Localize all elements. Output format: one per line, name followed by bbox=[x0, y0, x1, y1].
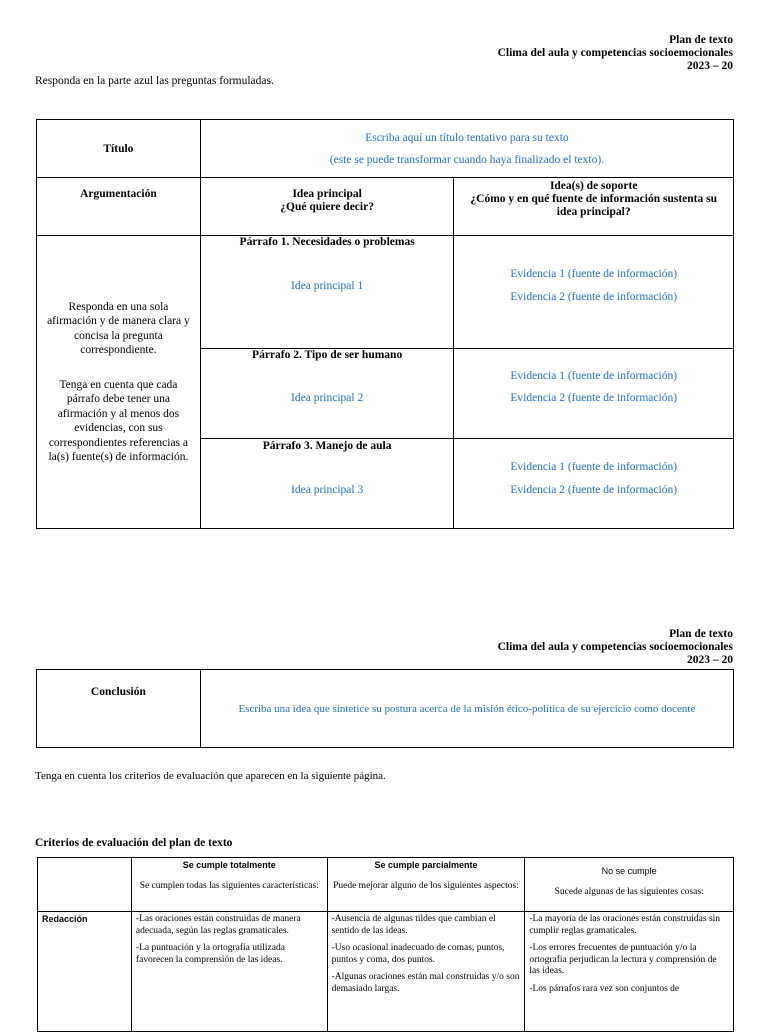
redaccion-col2-item: -Algunas oraciones están mal construidas y/o son demasiado largas. bbox=[331, 972, 520, 994]
redaccion-col2-item: -Uso ocasional inadecuado de comas, puntos, puntos y coma, dos puntos. bbox=[331, 943, 505, 965]
col1-sub: Se cumplen todas las siguientes características: bbox=[139, 880, 319, 891]
intro-text: Responda en la parte azul las preguntas formuladas. bbox=[35, 75, 274, 87]
paragraph-1-idea-cell[interactable] bbox=[200, 236, 454, 349]
col1-head: Se cumple totalmente bbox=[182, 860, 276, 870]
header-subtitle: Clima del aula y competencias socioemocionales bbox=[497, 47, 733, 59]
paragraph-2-title: Párrafo 2. Tipo de ser humano bbox=[252, 349, 403, 361]
paragraph-3-evidence-1: Evidencia 1 (fuente de información) bbox=[510, 461, 678, 473]
paragraph-1-idea: Idea principal 1 bbox=[291, 280, 364, 292]
argumentacion-label: Argumentación bbox=[37, 178, 201, 236]
redaccion-col3-item: -Los errores frecuentes de puntuación y/o la ortografía perjudican la lectura y comprensión de las ideas. bbox=[529, 943, 717, 976]
criteria-col1-header bbox=[131, 858, 327, 912]
redaccion-col1 bbox=[131, 912, 327, 1032]
titulo-input-area[interactable] bbox=[200, 120, 733, 178]
header-2-period: 2023 – 20 bbox=[687, 654, 733, 666]
col-idea-header bbox=[200, 178, 454, 236]
criteria-title: Criterios de evaluación del plan de texto bbox=[35, 837, 233, 849]
conclusion-hint: Escriba una idea que sintetice su postura acerca de la misión ético-política de su ejercicio como docente bbox=[238, 702, 696, 715]
conclusion-table bbox=[36, 669, 734, 748]
paragraph-3-idea: Idea principal 3 bbox=[291, 484, 364, 496]
criteria-col2-header bbox=[327, 858, 525, 912]
page-2-header bbox=[498, 628, 733, 667]
paragraph-2-evidence-cell[interactable] bbox=[454, 349, 734, 439]
paragraph-1-evidence-cell[interactable] bbox=[454, 236, 734, 349]
col-soporte-header bbox=[454, 178, 734, 236]
titulo-label: Título bbox=[37, 120, 201, 178]
conclusion-input-area[interactable] bbox=[200, 670, 733, 748]
header-2-subtitle: Clima del aula y competencias socioemocionales bbox=[497, 641, 733, 653]
paragraph-2-idea: Idea principal 2 bbox=[291, 392, 364, 404]
redaccion-col3-item: -La mayoría de las oraciones están construidas sin cumplir reglas gramaticales. bbox=[529, 914, 721, 936]
criteria-col3-header bbox=[525, 858, 734, 912]
col-idea-question: ¿Qué quiere decir? bbox=[280, 201, 374, 213]
titulo-hint-2: (este se puede transformar cuando haya finalizado el texto). bbox=[329, 154, 605, 166]
paragraph-3-idea-cell[interactable] bbox=[200, 439, 454, 529]
paragraph-3-evidence-cell[interactable] bbox=[454, 439, 734, 529]
redaccion-col2 bbox=[327, 912, 525, 1032]
col-soporte-question: ¿Cómo y en qué fuente de información sustenta su idea principal? bbox=[470, 193, 718, 218]
redaccion-col1-item: -La puntuación y la ortografía utilizada favorecen la comprensión de las ideas. bbox=[135, 943, 285, 965]
paragraph-2-idea-cell[interactable] bbox=[200, 349, 454, 439]
header-2-title: Plan de texto bbox=[669, 628, 733, 640]
conclusion-label: Conclusión bbox=[37, 670, 201, 748]
col2-sub: Puede mejorar alguno de los siguientes aspectos: bbox=[333, 880, 519, 891]
redaccion-col3 bbox=[525, 912, 734, 1032]
plan-table bbox=[36, 119, 734, 529]
row-redaccion-label: Redacción bbox=[38, 912, 132, 1032]
criteria-corner-cell bbox=[38, 858, 132, 912]
col-soporte-title: Idea(s) de soporte bbox=[549, 180, 638, 192]
paragraph-2-evidence-1: Evidencia 1 (fuente de información) bbox=[510, 370, 678, 382]
col-idea-title: Idea principal bbox=[292, 188, 362, 200]
header-period: 2023 – 20 bbox=[687, 60, 733, 72]
paragraph-1-evidence-2: Evidencia 2 (fuente de información) bbox=[510, 291, 678, 303]
titulo-hint-1: Escriba aquí un título tentativo para su texto bbox=[365, 132, 569, 144]
criteria-note: Tenga en cuenta los criterios de evaluación que aparecen en la siguiente página. bbox=[35, 770, 386, 782]
instruction-1: Responda en una sola afirmación y de manera clara y concisa la pregunta correspondiente. bbox=[47, 300, 190, 356]
page-header bbox=[498, 34, 733, 73]
col3-head: No se cumple bbox=[601, 866, 657, 876]
redaccion-col2-item: -Ausencia de algunas tildes que cambian el sentido de las ideas. bbox=[331, 914, 496, 936]
redaccion-col1-item: -Las oraciones están construidas de manera adecuada, según las reglas gramaticales. bbox=[135, 914, 301, 936]
paragraph-1-evidence-1: Evidencia 1 (fuente de información) bbox=[510, 268, 678, 280]
paragraph-2-evidence-2: Evidencia 2 (fuente de información) bbox=[510, 392, 678, 404]
redaccion-col3-item: -Los párrafos rara vez son conjuntos de bbox=[529, 983, 680, 994]
paragraph-3-evidence-2: Evidencia 2 (fuente de información) bbox=[510, 484, 678, 496]
instructions-cell bbox=[37, 236, 201, 529]
criteria-table bbox=[37, 857, 734, 1032]
paragraph-3-title: Párrafo 3. Manejo de aula bbox=[262, 440, 392, 452]
instruction-2: Tenga en cuenta que cada párrafo debe tener una afirmación y al menos dos evidencias, con sus correspondientes referencias a la(s) fuente(s) de información. bbox=[48, 378, 189, 463]
paragraph-1-title: Párrafo 1. Necesidades o problemas bbox=[239, 236, 415, 248]
col3-sub: Sucede algunas de las siguientes cosas: bbox=[554, 886, 704, 897]
col2-head: Se cumple parcialmente bbox=[374, 860, 478, 870]
header-title: Plan de texto bbox=[669, 34, 733, 46]
